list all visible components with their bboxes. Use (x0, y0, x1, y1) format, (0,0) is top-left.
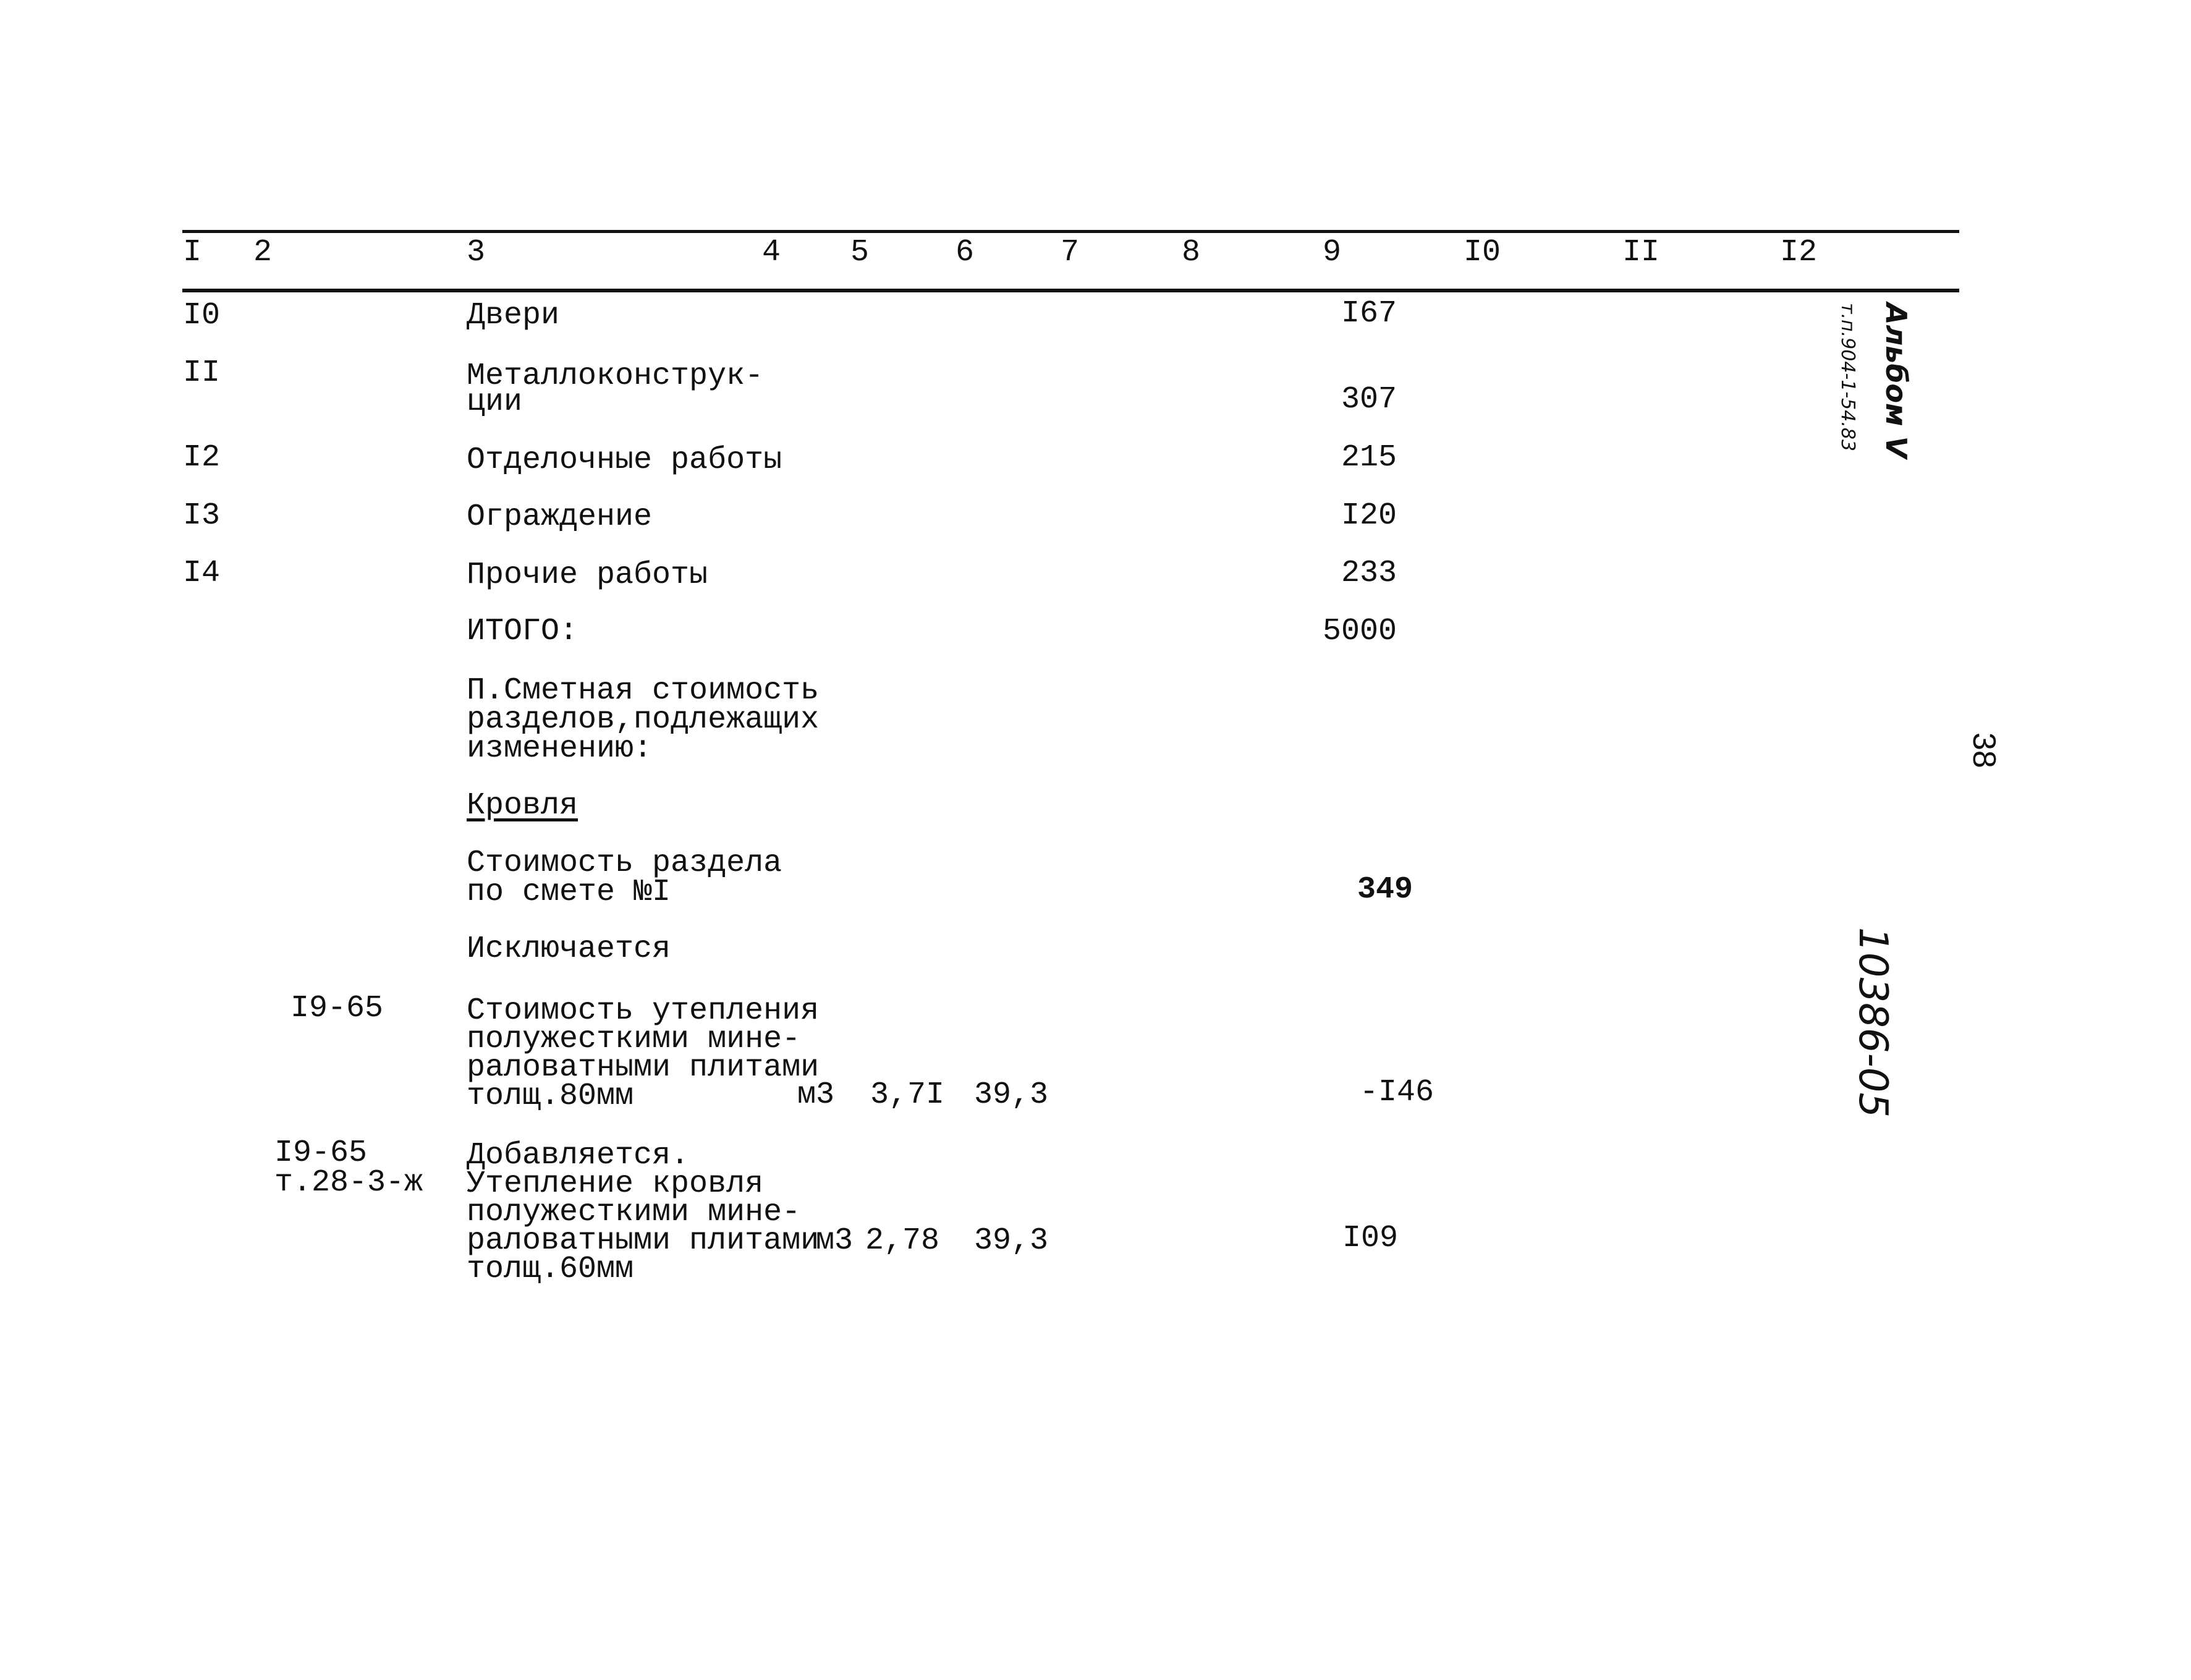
section-cost-value: 349 (1357, 872, 1413, 907)
section-title: П.Сметная стоимость (467, 673, 820, 708)
row-value: 233 (1341, 556, 1397, 591)
item-code: I9-65 (274, 1135, 368, 1171)
item-desc-line5: толщ.60мм (467, 1252, 634, 1287)
item-desc-line4: толщ.80мм (467, 1079, 634, 1114)
col-header-5: 5 (850, 235, 870, 270)
item-desc-line3: раловатными плитами (467, 1050, 820, 1085)
row-name: Прочие работы (467, 558, 708, 593)
col-header-4: 4 (762, 235, 781, 270)
item-price: 39,3 (974, 1077, 1049, 1113)
section-cost-label-line2: по смете №I (467, 875, 671, 910)
item-qty: 3,7I (870, 1077, 945, 1113)
row-number: II (183, 355, 221, 391)
total-value: 5000 (1323, 614, 1397, 649)
col-header-8: 8 (1182, 235, 1201, 270)
row-number: I4 (183, 556, 221, 591)
section-title-line3: изменению: (467, 731, 653, 766)
col-header-6: 6 (956, 235, 975, 270)
item-total: -I46 (1360, 1075, 1435, 1110)
album-title: Альбом V (1880, 303, 1913, 459)
document-number: 10386-05 (1850, 927, 1896, 1118)
item-code-line2: т.28-3-ж (274, 1165, 423, 1200)
row-name: Двери (467, 298, 560, 333)
album-code: т.п.904-1-54.83 (1837, 303, 1858, 452)
section-cost-label: Стоимость раздела (467, 846, 782, 881)
item-total: I09 (1342, 1221, 1399, 1256)
section-title-line2: разделов,подлежащих (467, 702, 820, 737)
row-number: I2 (183, 440, 221, 475)
item-qty: 2,78 (865, 1223, 940, 1258)
row-name: Отделочные работы (467, 443, 782, 478)
excluded-label: Исключается (467, 931, 671, 967)
row-number: I0 (183, 298, 221, 333)
page-number: 38 (1966, 732, 2002, 768)
col-header-11: II (1622, 235, 1660, 270)
col-header-9: 9 (1323, 235, 1342, 270)
item-desc-line4: раловатными плитами (467, 1223, 820, 1258)
row-name-cont: ции (467, 384, 523, 420)
header-bottom-rule (182, 289, 1959, 292)
item-unit: м3 (797, 1077, 835, 1113)
item-desc-line2: Утепление кровля (467, 1166, 764, 1202)
row-value: 215 (1341, 440, 1397, 475)
row-value: I20 (1341, 498, 1397, 533)
total-label: ИТОГО: (467, 614, 578, 649)
item-code: I9-65 (290, 991, 384, 1026)
item-price: 39,3 (974, 1223, 1049, 1258)
col-header-7: 7 (1061, 235, 1080, 270)
col-header-1: I (183, 235, 202, 270)
item-unit: м3 (816, 1223, 854, 1258)
row-name: Металлоконструк- (467, 358, 764, 394)
col-header-10: I0 (1464, 235, 1501, 270)
col-header-2: 2 (253, 235, 273, 270)
item-desc-line2: полужесткими мине- (467, 1022, 801, 1057)
row-name: Ограждение (467, 499, 653, 535)
album-stamp (1825, 303, 1935, 458)
col-header-12: I2 (1780, 235, 1818, 270)
row-value: 307 (1341, 382, 1397, 417)
item-desc-line1: Добавляется. (467, 1138, 690, 1173)
col-header-3: 3 (467, 235, 486, 270)
header-top-rule (182, 230, 1959, 233)
item-desc-line3: полужесткими мине- (467, 1195, 801, 1230)
section-subheading: Кровля (467, 788, 578, 823)
row-number: I3 (183, 498, 221, 533)
row-value: I67 (1341, 296, 1397, 331)
item-desc-line1: Стоимость утепления (467, 993, 820, 1029)
